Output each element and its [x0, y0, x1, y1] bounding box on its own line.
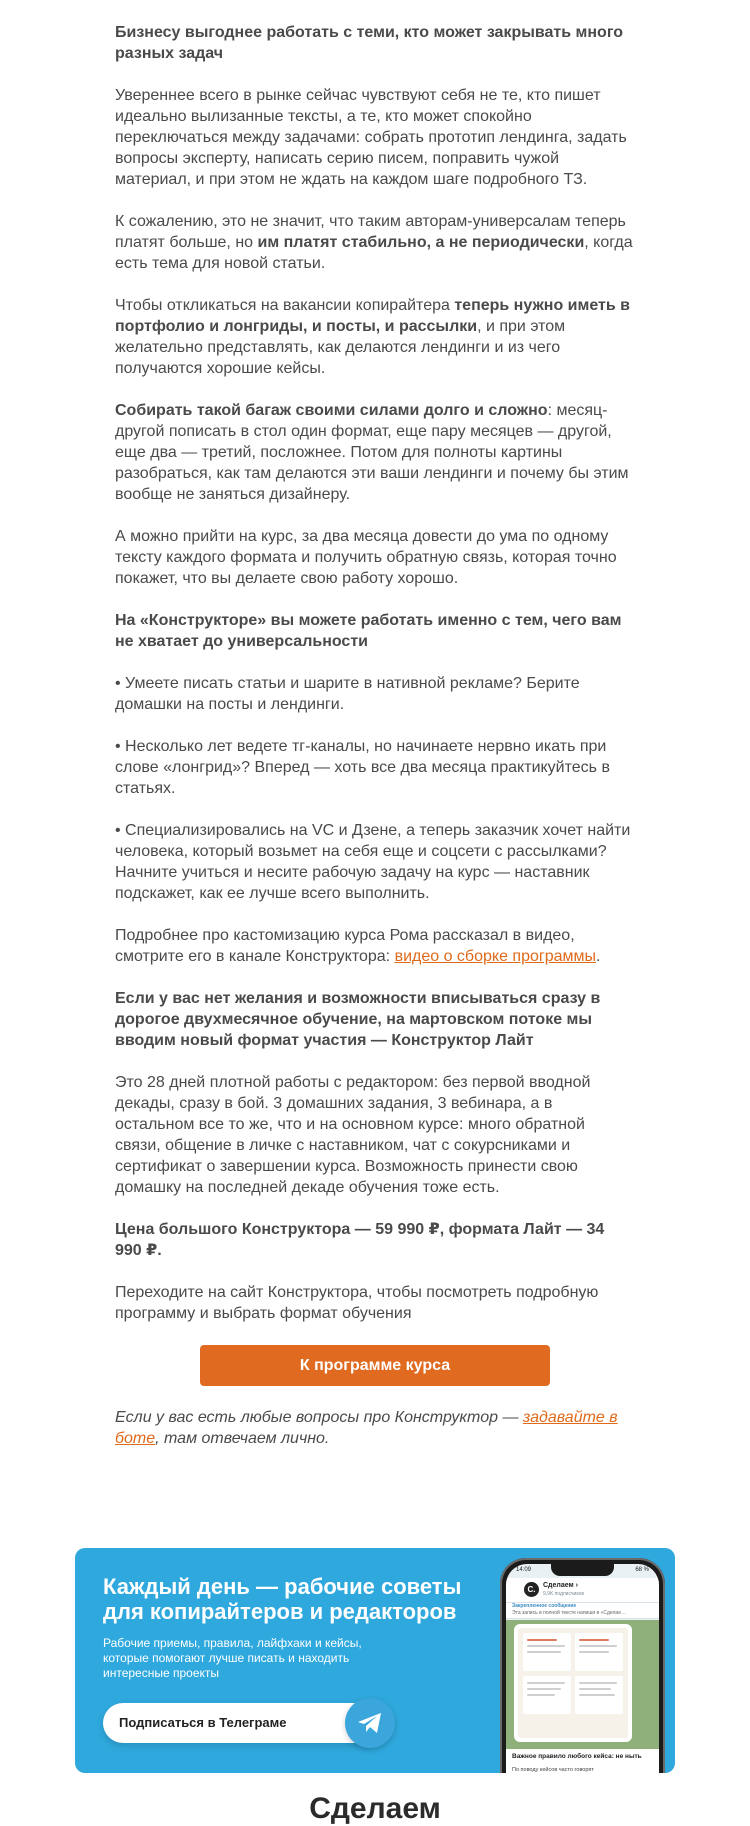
- paragraph-portfolio: [115, 295, 635, 379]
- image-line: [579, 1639, 609, 1641]
- paragraph-site: Переходите на сайт Конструктора, чтобы посмотреть подробную программу и выбрать формат обучения: [115, 1284, 599, 1322]
- paragraph-payment: [115, 211, 635, 274]
- image-line: [579, 1694, 615, 1696]
- channel-name: Сделаем ›: [543, 1582, 578, 1589]
- email-body: [115, 22, 635, 1470]
- pinned-message: [506, 1603, 659, 1619]
- video-link[interactable]: видео о сборке программы: [394, 948, 596, 965]
- subscribe-telegram-button[interactable]: Подписаться в Телеграме: [103, 1703, 383, 1743]
- telegram-icon[interactable]: [345, 1698, 395, 1748]
- image-card: [523, 1676, 571, 1714]
- text: , и при этом желательно представлять, как делаются лендинги и из чего получаются хорошие кейсы.: [115, 318, 566, 377]
- image-card: [523, 1633, 571, 1671]
- image-card: [575, 1676, 623, 1714]
- chat-message: [506, 1749, 659, 1773]
- image-line: [527, 1682, 565, 1684]
- text: : месяц-другой пописать в стол один формат, еще пару месяцев — другой, еще два — третий, посложнее. Потом для полноты картины разобраться, как там делаются эти ваши лендинги и почему бы этим вообще не заняться дизайнеру.: [115, 402, 629, 503]
- phone-notch: [551, 1564, 614, 1576]
- pinned-title: Закрепленное сообщение: [512, 1603, 577, 1609]
- text: К сожалению, это не значит, что таким авторам-универсалам теперь платят больше, но: [115, 213, 626, 251]
- pinned-text: Эта запись в полной тексте напиши в «Сделае…: [512, 1610, 626, 1616]
- message-title: Важное правило любого кейса: не ныть: [512, 1753, 642, 1760]
- promo-title: Каждый день — рабочие советы для копирайтеров и редакторов: [103, 1574, 462, 1624]
- bold-text: им платят стабильно, а не периодически: [257, 234, 585, 251]
- paragraph-course: А можно прийти на курс, за два месяца довести до ума по одному тексту каждого формата и получить обратную связь, которая точно покажет, что вы делаете свою работу хорошо.: [115, 528, 617, 587]
- bullet-item: • Умеете писать статьи и шарите в нативной рекламе? Берите домашки на посты и лендинги.: [115, 675, 580, 713]
- channel-avatar: C.: [524, 1582, 539, 1597]
- chat-header: [506, 1578, 659, 1603]
- paragraph-baggage: [115, 400, 635, 505]
- phone-mockup: [500, 1558, 665, 1773]
- text: , там отвечаем лично.: [155, 1430, 330, 1447]
- paragraph-lite-details: Это 28 дней плотной работы с редактором: без первой вводной декады, сразу в бой. 3 домашних задания, 3 вебинара, а в остальном все то же, что и на основном курсе: много обратной связи, общение в личке с наставником, чат с сокурсниками и сертификат о завершении курса. Возможность принести свою домашку на последней декаде обучения тоже есть.: [115, 1074, 591, 1196]
- bullet-item: • Специализировались на VC и Дзене, а теперь заказчик хочет найти человека, который возьмет на себя еще и соцсети с рассылками? Начните учиться и несите рабочую задачу на курс — наставник подскажет, как ее лучше всего выполнить.: [115, 822, 631, 902]
- heading-lite: Если у вас нет желания и возможности вписываться сразу в дорогое двухмесячное обучение, на мартовском потоке мы вводим новый формат участия — Конструктор Лайт: [115, 990, 601, 1049]
- bullet-item: • Несколько лет ведете тг-каналы, но начинаете нервно икать при слове «лонгрид»? Вперед — хоть все два месяца практикуйтесь в статьях.: [115, 738, 610, 797]
- image-line: [527, 1639, 557, 1641]
- course-program-button[interactable]: К программе курса: [200, 1345, 550, 1386]
- footer-brand-title: Сделаем: [309, 1792, 441, 1825]
- bold-text: теперь нужно иметь в портфолио и лонгриды, и посты, и рассылки: [115, 297, 630, 335]
- message-text: По поводу кейсов часто говорят: [512, 1767, 594, 1773]
- image-line: [527, 1694, 555, 1696]
- text: Если у вас есть любые вопросы про Конструктор —: [115, 1409, 523, 1426]
- paragraph-video: [115, 925, 635, 967]
- image-card: [575, 1633, 623, 1671]
- paragraph-confidence: Увереннее всего в рынке сейчас чувствуют себя не те, кто пишет идеально вылизанные тексты, а те, кто может спокойно переключаться между задачами: собрать прототип лендинга, задать вопросы эксперту, написать серию писем, поправить чужой материал, и при этом не ждать на каждом шаге подробного ТЗ.: [115, 87, 627, 188]
- price-text: Цена большого Конструктора — 59 990 ₽, формата Лайт — 34 990 ₽.: [115, 1221, 605, 1259]
- image-line: [579, 1688, 611, 1690]
- image-line: [579, 1682, 617, 1684]
- heading-constructor: На «Конструкторе» вы можете работать именно с тем, чего вам не хватает до универсальности: [115, 612, 622, 650]
- bot-link[interactable]: задавайте в боте: [115, 1409, 618, 1447]
- status-time: 14:09: [516, 1567, 532, 1573]
- image-line: [527, 1645, 565, 1647]
- heading-business: Бизнесу выгоднее работать с теми, кто может закрывать много разных задач: [115, 24, 624, 62]
- text: Подробнее про кастомизацию курса Рома рассказал в видео, смотрите его в канале Конструктора:: [115, 927, 575, 965]
- image-line: [579, 1651, 609, 1653]
- text: , когда есть тема для новой статьи.: [115, 234, 633, 272]
- image-line: [579, 1645, 617, 1647]
- text: Чтобы откликаться на вакансии копирайтера: [115, 297, 455, 314]
- telegram-promo-banner[interactable]: [75, 1548, 675, 1773]
- bold-text: Собирать такой багаж своими силами долго и сложно: [115, 402, 548, 419]
- message-image: [518, 1628, 628, 1738]
- channel-subscribers: 9,9K подписчиков: [543, 1591, 584, 1597]
- paragraph-questions: [115, 1407, 635, 1449]
- promo-subtitle: Рабочие приемы, правила, лайфхаки и кейсы, которые помогают лучше писать и находить интересные проекты: [103, 1636, 362, 1680]
- text: .: [596, 948, 601, 965]
- status-battery: 68 %: [635, 1567, 649, 1573]
- phone-screen: [506, 1564, 659, 1773]
- image-line: [527, 1688, 561, 1690]
- chat-message-image: [514, 1624, 632, 1742]
- image-line: [527, 1651, 561, 1653]
- cta-row: [115, 1345, 635, 1386]
- paper-plane-icon: [357, 1711, 383, 1735]
